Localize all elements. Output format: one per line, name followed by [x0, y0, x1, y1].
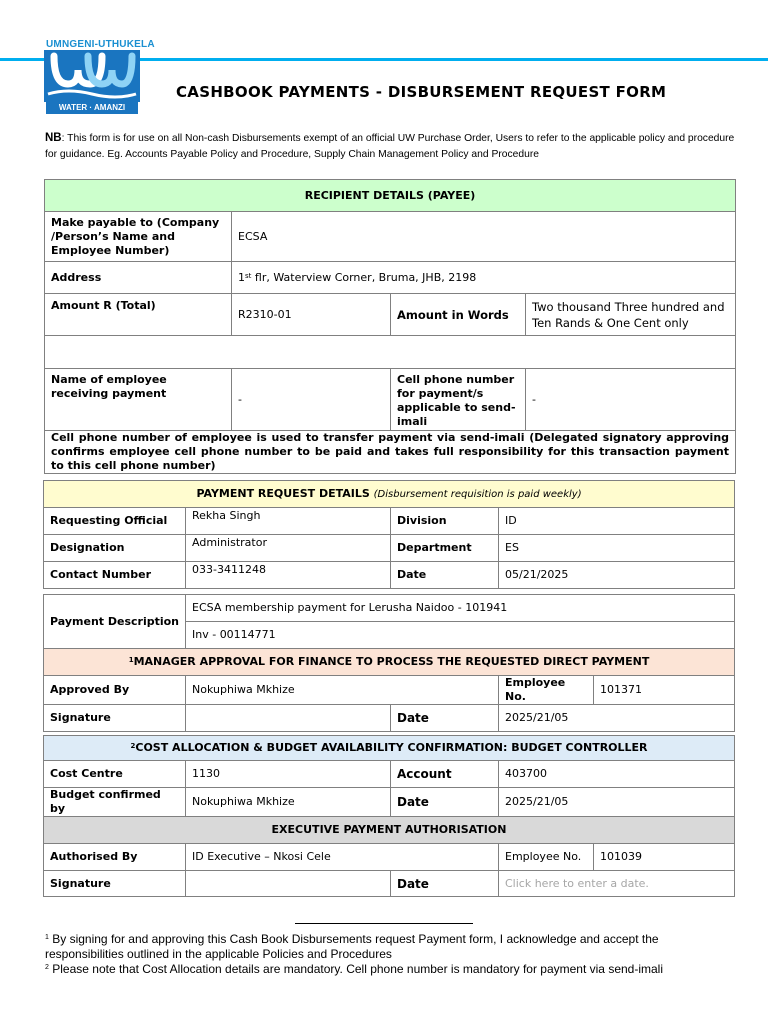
- recipient-header: RECIPIENT DETAILS (PAYEE): [45, 180, 736, 212]
- address-rest: flr, Waterview Corner, Bruma, JHB, 2198: [251, 270, 477, 284]
- budget-confirmed-label: Budget confirmed by: [44, 788, 186, 817]
- footnote-2-sup: 2: [45, 964, 49, 971]
- footnote-2-text: Please note that Cost Allocation details are mandatory. Cell phone number is mandatory for payment via send-imali: [48, 962, 664, 976]
- payment-description-line2[interactable]: Inv - 00114771: [186, 622, 735, 649]
- approved-by-field[interactable]: Nokuphiwa Mkhize: [186, 676, 499, 705]
- amount-words-field[interactable]: Two thousand Three hundred and Ten Rands & One Cent only: [526, 294, 736, 336]
- employee-receiving-field[interactable]: -: [232, 369, 391, 431]
- cost-allocation-header: [44, 736, 735, 761]
- amount-label: Amount R (Total): [45, 294, 232, 336]
- manager-employee-no-label: Employee No.: [499, 676, 594, 705]
- form-title: CASHBOOK PAYMENTS - DISBURSEMENT REQUEST FORM: [176, 83, 667, 101]
- manager-approval-sup: 1: [128, 656, 134, 664]
- payable-label: Make payable to (Company /Person’s Name and Employee Number): [45, 212, 232, 262]
- footnotes: [45, 932, 735, 977]
- executive-employee-no-field[interactable]: 101039: [594, 844, 735, 871]
- contact-number-field[interactable]: 033-3411248: [186, 562, 391, 589]
- budget-date-field[interactable]: 2025/21/05: [499, 788, 735, 817]
- requesting-official-label: Requesting Official: [44, 508, 186, 535]
- designation-field[interactable]: Administrator: [186, 535, 391, 562]
- footnote-1-sup: 1: [45, 934, 49, 941]
- logo-icon: [44, 50, 140, 102]
- manager-date-label: Date: [391, 705, 499, 732]
- manager-signature-field[interactable]: [186, 705, 391, 732]
- account-field[interactable]: 403700: [499, 761, 735, 788]
- manager-signature-label: Signature: [44, 705, 186, 732]
- footnote-1-text: By signing for and approving this Cash Book Disbursements request Payment form, I acknowledge and accept the responsibilities outlined in the applicable Policies and Procedures: [45, 932, 659, 961]
- footnote-2: [45, 962, 735, 977]
- division-label: Division: [391, 508, 499, 535]
- amount-field[interactable]: R2310-01: [232, 294, 391, 336]
- manager-date-field[interactable]: 2025/21/05: [499, 705, 735, 732]
- address-prefix: 1: [238, 270, 245, 284]
- amount-words-label: Amount in Words: [391, 294, 526, 336]
- executive-header: EXECUTIVE PAYMENT AUTHORISATION: [44, 817, 735, 844]
- manager-approval-header: [44, 649, 735, 676]
- executive-date-label: Date: [391, 871, 499, 897]
- department-field[interactable]: ES: [499, 535, 735, 562]
- address-sup: st: [245, 271, 252, 280]
- cell-number-field[interactable]: -: [526, 369, 736, 431]
- cost-centre-label: Cost Centre: [44, 761, 186, 788]
- nb-notice: [45, 130, 745, 163]
- cell-number-note: Cell phone number of employee is used to transfer payment via send-imali (Delegated signatory approving confirms employee cell phone number to be paid and takes full responsibility for this transaction payment to this cell phone number): [45, 431, 736, 474]
- contact-number-label: Contact Number: [44, 562, 186, 589]
- footnote-1: [45, 932, 735, 962]
- manager-approval-title: MANAGER APPROVAL FOR FINANCE TO PROCESS THE REQUESTED DIRECT PAYMENT: [133, 655, 650, 668]
- cell-number-label: Cell phone number for payment/s applicable to send-imali: [391, 369, 526, 431]
- authorised-by-field[interactable]: ID Executive – Nkosi Cele: [186, 844, 499, 871]
- requesting-official-field[interactable]: Rekha Singh: [186, 508, 391, 535]
- budget-confirmed-field[interactable]: Nokuphiwa Mkhize: [186, 788, 391, 817]
- executive-date-field[interactable]: Click here to enter a date.: [499, 871, 735, 897]
- blank-row: [45, 336, 736, 369]
- division-field[interactable]: ID: [499, 508, 735, 535]
- payment-request-note: (Disbursement requisition is paid weekly): [373, 488, 582, 500]
- nb-label: NB: [45, 132, 62, 144]
- logo-bottom-text: WATER · AMANZI: [46, 102, 138, 114]
- footnote-separator: [295, 923, 473, 924]
- cost-allocation-title: COST ALLOCATION & BUDGET AVAILABILITY CONFIRMATION: BUDGET CONTROLLER: [135, 741, 648, 754]
- payment-request-header: [44, 481, 735, 508]
- address-field[interactable]: [232, 262, 736, 294]
- request-date-field[interactable]: 05/21/2025: [499, 562, 735, 589]
- nb-text: : This form is for use on all Non-cash Disbursements exempt of an official UW Purchase Order, Users to refer to the applicable policy and procedure for guidance. Eg. Accounts Payable Policy and Procedure, Supply Chain Management Policy and Procedure: [45, 133, 735, 160]
- executive-signature-label: Signature: [44, 871, 186, 897]
- request-date-label: Date: [391, 562, 499, 589]
- designation-label: Designation: [44, 535, 186, 562]
- payment-request-title: PAYMENT REQUEST DETAILS: [196, 486, 370, 500]
- budget-date-label: Date: [391, 788, 499, 817]
- payment-description-line1[interactable]: ECSA membership payment for Lerusha Naidoo - 101941: [186, 595, 735, 622]
- account-label: Account: [391, 761, 499, 788]
- payment-request-table: [43, 480, 735, 897]
- cost-centre-field[interactable]: 1130: [186, 761, 391, 788]
- department-label: Department: [391, 535, 499, 562]
- manager-employee-no-field[interactable]: 101371: [594, 676, 735, 705]
- recipient-table: [44, 179, 736, 474]
- payment-description-label: Payment Description: [44, 595, 186, 649]
- payable-field[interactable]: ECSA: [232, 212, 736, 262]
- authorised-by-label: Authorised By: [44, 844, 186, 871]
- executive-employee-no-label: Employee No.: [499, 844, 594, 871]
- approved-by-label: Approved By: [44, 676, 186, 705]
- address-label: Address: [45, 262, 232, 294]
- executive-signature-field[interactable]: [186, 871, 391, 897]
- cost-allocation-sup: 2: [130, 742, 136, 750]
- logo-top-text: UMNGENI-UTHUKELA: [46, 39, 155, 50]
- employee-receiving-label: Name of employee receiving payment: [45, 369, 232, 431]
